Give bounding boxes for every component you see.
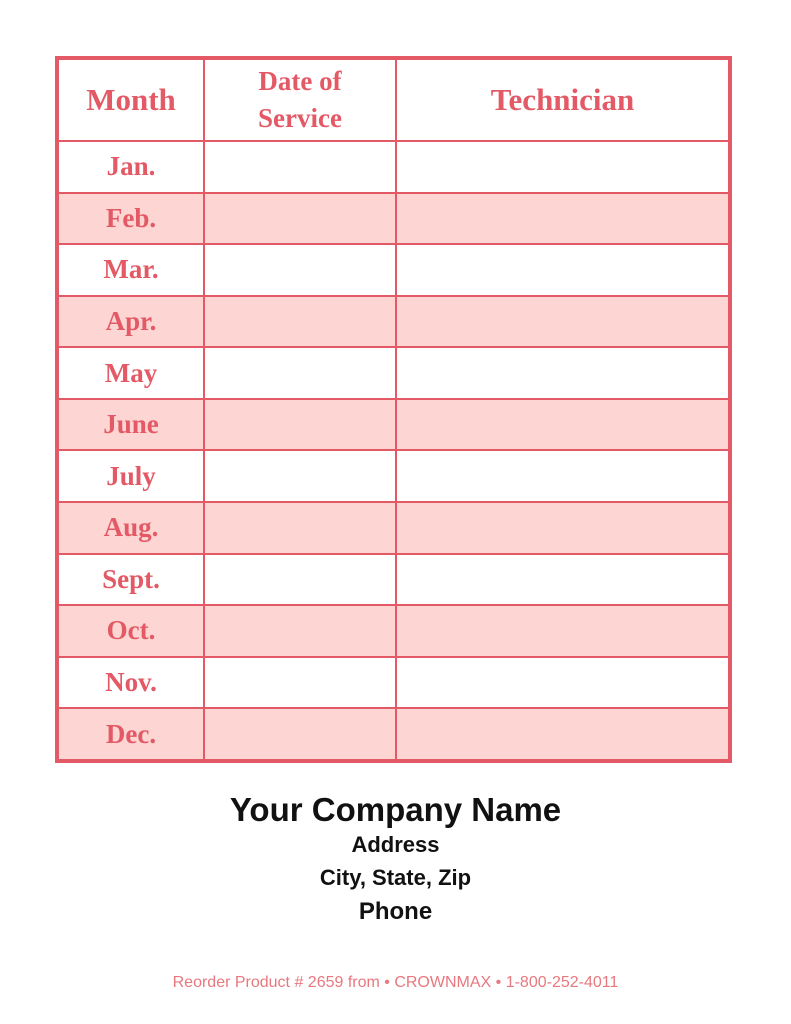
table-row (57, 296, 730, 348)
technician-cell (396, 399, 730, 451)
table-row (57, 141, 730, 193)
header-date-line2: Service (258, 103, 342, 133)
date-of-service-cell (204, 347, 396, 399)
header-date-line1: Date of (258, 66, 342, 96)
reorder-footer: Reorder Product # 2659 from • CROWNMAX • 1-800-252-4011 (172, 974, 619, 991)
date-of-service-cell (204, 554, 396, 606)
service-record-table (55, 56, 732, 763)
technician-cell (396, 708, 730, 761)
header-month: Month (57, 58, 204, 141)
table-row (57, 708, 730, 761)
technician-cell (396, 296, 730, 348)
technician-cell (396, 605, 730, 657)
technician-cell (396, 193, 730, 245)
header-date-of-service (204, 58, 396, 141)
month-cell: Nov. (57, 657, 204, 709)
table-row (57, 193, 730, 245)
month-cell: July (57, 450, 204, 502)
date-of-service-cell (204, 657, 396, 709)
month-cell: Oct. (57, 605, 204, 657)
technician-cell (396, 450, 730, 502)
date-of-service-cell (204, 450, 396, 502)
date-of-service-cell (204, 244, 396, 296)
month-cell: Jan. (57, 141, 204, 193)
month-cell: Apr. (57, 296, 204, 348)
table-row (57, 502, 730, 554)
month-cell: Dec. (57, 708, 204, 761)
table-row (57, 244, 730, 296)
table-row (57, 399, 730, 451)
company-address: Address (351, 832, 440, 857)
date-of-service-cell (204, 141, 396, 193)
table-row (57, 450, 730, 502)
technician-cell (396, 244, 730, 296)
month-cell: Feb. (57, 193, 204, 245)
table-row (57, 657, 730, 709)
technician-cell (396, 657, 730, 709)
table-row (57, 554, 730, 606)
table-header-row (57, 58, 730, 141)
company-info (0, 790, 791, 928)
technician-cell (396, 141, 730, 193)
technician-cell (396, 554, 730, 606)
date-of-service-cell (204, 605, 396, 657)
month-cell: Sept. (57, 554, 204, 606)
date-of-service-cell (204, 502, 396, 554)
date-of-service-cell (204, 708, 396, 761)
technician-cell (396, 502, 730, 554)
month-cell: Mar. (57, 244, 204, 296)
month-cell: June (57, 399, 204, 451)
date-of-service-cell (204, 399, 396, 451)
date-of-service-cell (204, 193, 396, 245)
company-city-state-zip: City, State, Zip (319, 865, 472, 890)
header-technician: Technician (396, 58, 730, 141)
company-phone: Phone (358, 898, 433, 925)
month-cell: Aug. (57, 502, 204, 554)
date-of-service-cell (204, 296, 396, 348)
month-cell: May (57, 347, 204, 399)
table-body (57, 141, 730, 761)
technician-cell (396, 347, 730, 399)
table-row (57, 347, 730, 399)
table-row (57, 605, 730, 657)
company-name: Your Company Name (229, 791, 562, 828)
